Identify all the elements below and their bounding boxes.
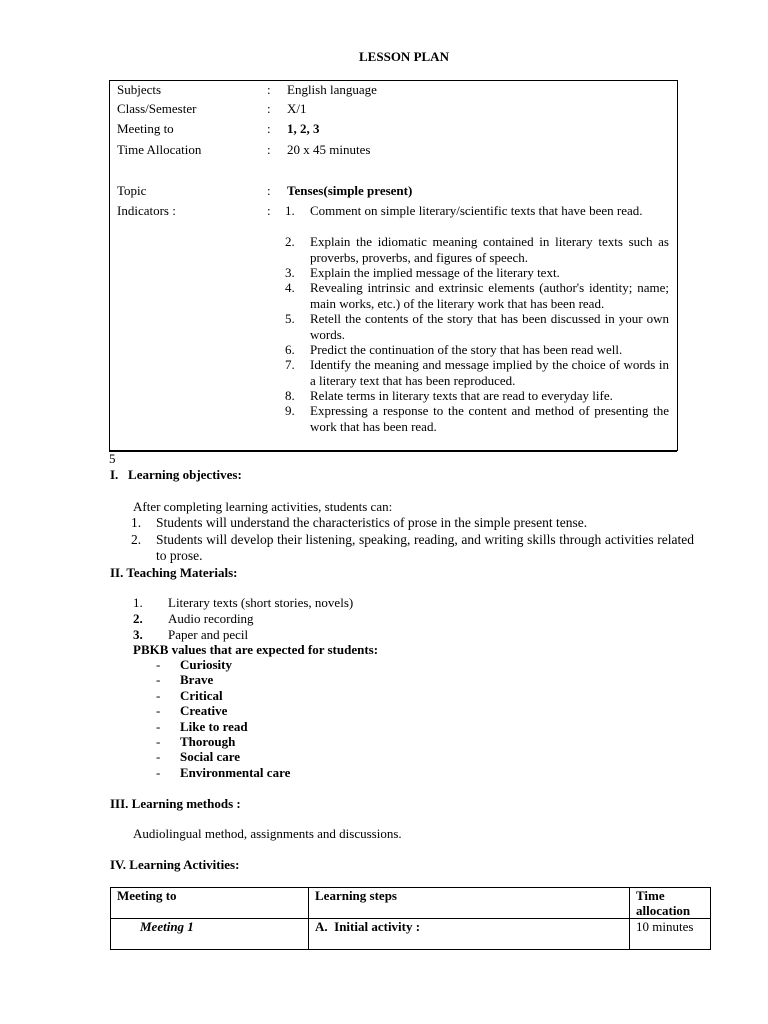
page-title: LESSON PLAN bbox=[359, 49, 449, 64]
indicator-text: Retell the contents of the story that has been discussed in your own words. bbox=[310, 311, 669, 342]
indicator-item bbox=[285, 234, 669, 265]
indicator-text: Revealing intrinsic and extrinsic elements (author's identity; name; main works, etc.) of the literary work that has been read. bbox=[310, 280, 669, 311]
value-text: Brave bbox=[180, 672, 214, 687]
objective-number: 2. bbox=[131, 532, 142, 547]
value-text: Creative bbox=[180, 703, 228, 718]
info-value: X/1 bbox=[287, 101, 307, 116]
indicator-number: 1. bbox=[285, 203, 295, 218]
objective-text: Students will understand the characteristics of prose in the simple present tense. bbox=[156, 515, 588, 530]
activities-heading: IV. Learning Activities: bbox=[110, 857, 240, 872]
cell-time: 10 minutes bbox=[630, 919, 711, 950]
header-steps: Learning steps bbox=[309, 888, 630, 919]
indicator-item bbox=[285, 388, 669, 404]
indicator-text: Relate terms in literary texts that are read to everyday life. bbox=[310, 388, 613, 403]
objective-item bbox=[131, 515, 694, 531]
info-colon: : bbox=[267, 121, 271, 136]
material-number: 3. bbox=[133, 627, 143, 642]
info-label: Meeting to bbox=[117, 121, 174, 136]
activities-table bbox=[110, 887, 711, 950]
indicator-item bbox=[285, 280, 669, 311]
table-row bbox=[111, 919, 711, 950]
stray-page-number: 5 bbox=[109, 451, 116, 466]
indicator-number: 9. bbox=[285, 403, 295, 418]
cell-meeting: Meeting 1 bbox=[111, 919, 309, 950]
info-value: 1, 2, 3 bbox=[287, 121, 320, 136]
info-colon: : bbox=[267, 142, 271, 157]
materials-heading: II. Teaching Materials: bbox=[110, 565, 238, 580]
info-value: English language bbox=[287, 82, 377, 97]
value-text: Social care bbox=[180, 749, 241, 764]
objective-number: 1. bbox=[131, 515, 142, 530]
objectives-intro: After completing learning activities, students can: bbox=[133, 499, 393, 514]
value-text: Critical bbox=[180, 688, 223, 703]
material-text: Literary texts (short stories, novels) bbox=[168, 595, 354, 610]
info-colon: : bbox=[267, 82, 271, 97]
indicator-number: 3. bbox=[285, 265, 295, 280]
indicator-text: Explain the implied message of the literary text. bbox=[310, 265, 560, 280]
info-value: Tenses(simple present) bbox=[287, 183, 413, 198]
info-label: Topic bbox=[117, 183, 147, 198]
header-meeting: Meeting to bbox=[111, 888, 309, 919]
info-label: Indicators : bbox=[117, 203, 176, 218]
objectives-heading: I. Learning objectives: bbox=[110, 467, 242, 482]
indicator-number: 8. bbox=[285, 388, 295, 403]
indicator-text: Explain the idiomatic meaning contained in literary texts such as proverbs, proverbs, and figures of speech. bbox=[310, 234, 669, 265]
indicator-item bbox=[285, 342, 669, 358]
material-number: 1. bbox=[133, 595, 143, 610]
material-number: 2. bbox=[133, 611, 143, 626]
info-colon: : bbox=[267, 203, 271, 218]
indicator-text: Identify the meaning and message implied by the choice of words in a literary text that has been reproduced. bbox=[310, 357, 669, 388]
table-header-row bbox=[111, 888, 711, 919]
header-time: Time allocation bbox=[630, 888, 711, 919]
value-text: Curiosity bbox=[180, 657, 232, 672]
material-text: Paper and pecil bbox=[168, 627, 249, 642]
info-box-underline bbox=[109, 451, 677, 452]
methods-heading: III. Learning methods : bbox=[110, 796, 241, 811]
indicator-item bbox=[285, 203, 669, 219]
indicator-number: 7. bbox=[285, 357, 295, 372]
cell-steps: A. Initial activity : bbox=[309, 919, 630, 950]
indicator-number: 5. bbox=[285, 311, 295, 326]
info-label: Class/Semester bbox=[117, 101, 197, 116]
indicator-item bbox=[285, 403, 669, 434]
indicator-item bbox=[285, 357, 669, 388]
indicator-item bbox=[285, 311, 669, 342]
indicator-text: Expressing a response to the content and method of presenting the work that has been read. bbox=[310, 403, 669, 434]
indicator-number: 2. bbox=[285, 234, 295, 249]
info-label: Time Allocation bbox=[117, 142, 202, 157]
value-text: Environmental care bbox=[180, 765, 291, 780]
info-colon: : bbox=[267, 183, 271, 198]
indicator-number: 4. bbox=[285, 280, 295, 295]
objective-text: Students will develop their listening, speaking, reading, and writing skills through activities related to prose. bbox=[156, 532, 694, 563]
methods-text: Audiolingual method, assignments and discussions. bbox=[133, 826, 402, 841]
indicator-text: Comment on simple literary/scientific texts that have been read. bbox=[310, 203, 643, 218]
info-value: 20 x 45 minutes bbox=[287, 142, 371, 157]
value-text: Thorough bbox=[180, 734, 236, 749]
indicator-number: 6. bbox=[285, 342, 295, 357]
info-label: Subjects bbox=[117, 82, 162, 97]
info-colon: : bbox=[267, 101, 271, 116]
value-text: Like to read bbox=[180, 719, 248, 734]
objective-item bbox=[131, 532, 694, 563]
indicator-text: Predict the continuation of the story that has been read well. bbox=[310, 342, 623, 357]
material-text: Audio recording bbox=[168, 611, 254, 626]
values-heading: PBKB values that are expected for students: bbox=[133, 642, 379, 657]
indicator-item bbox=[285, 265, 669, 281]
